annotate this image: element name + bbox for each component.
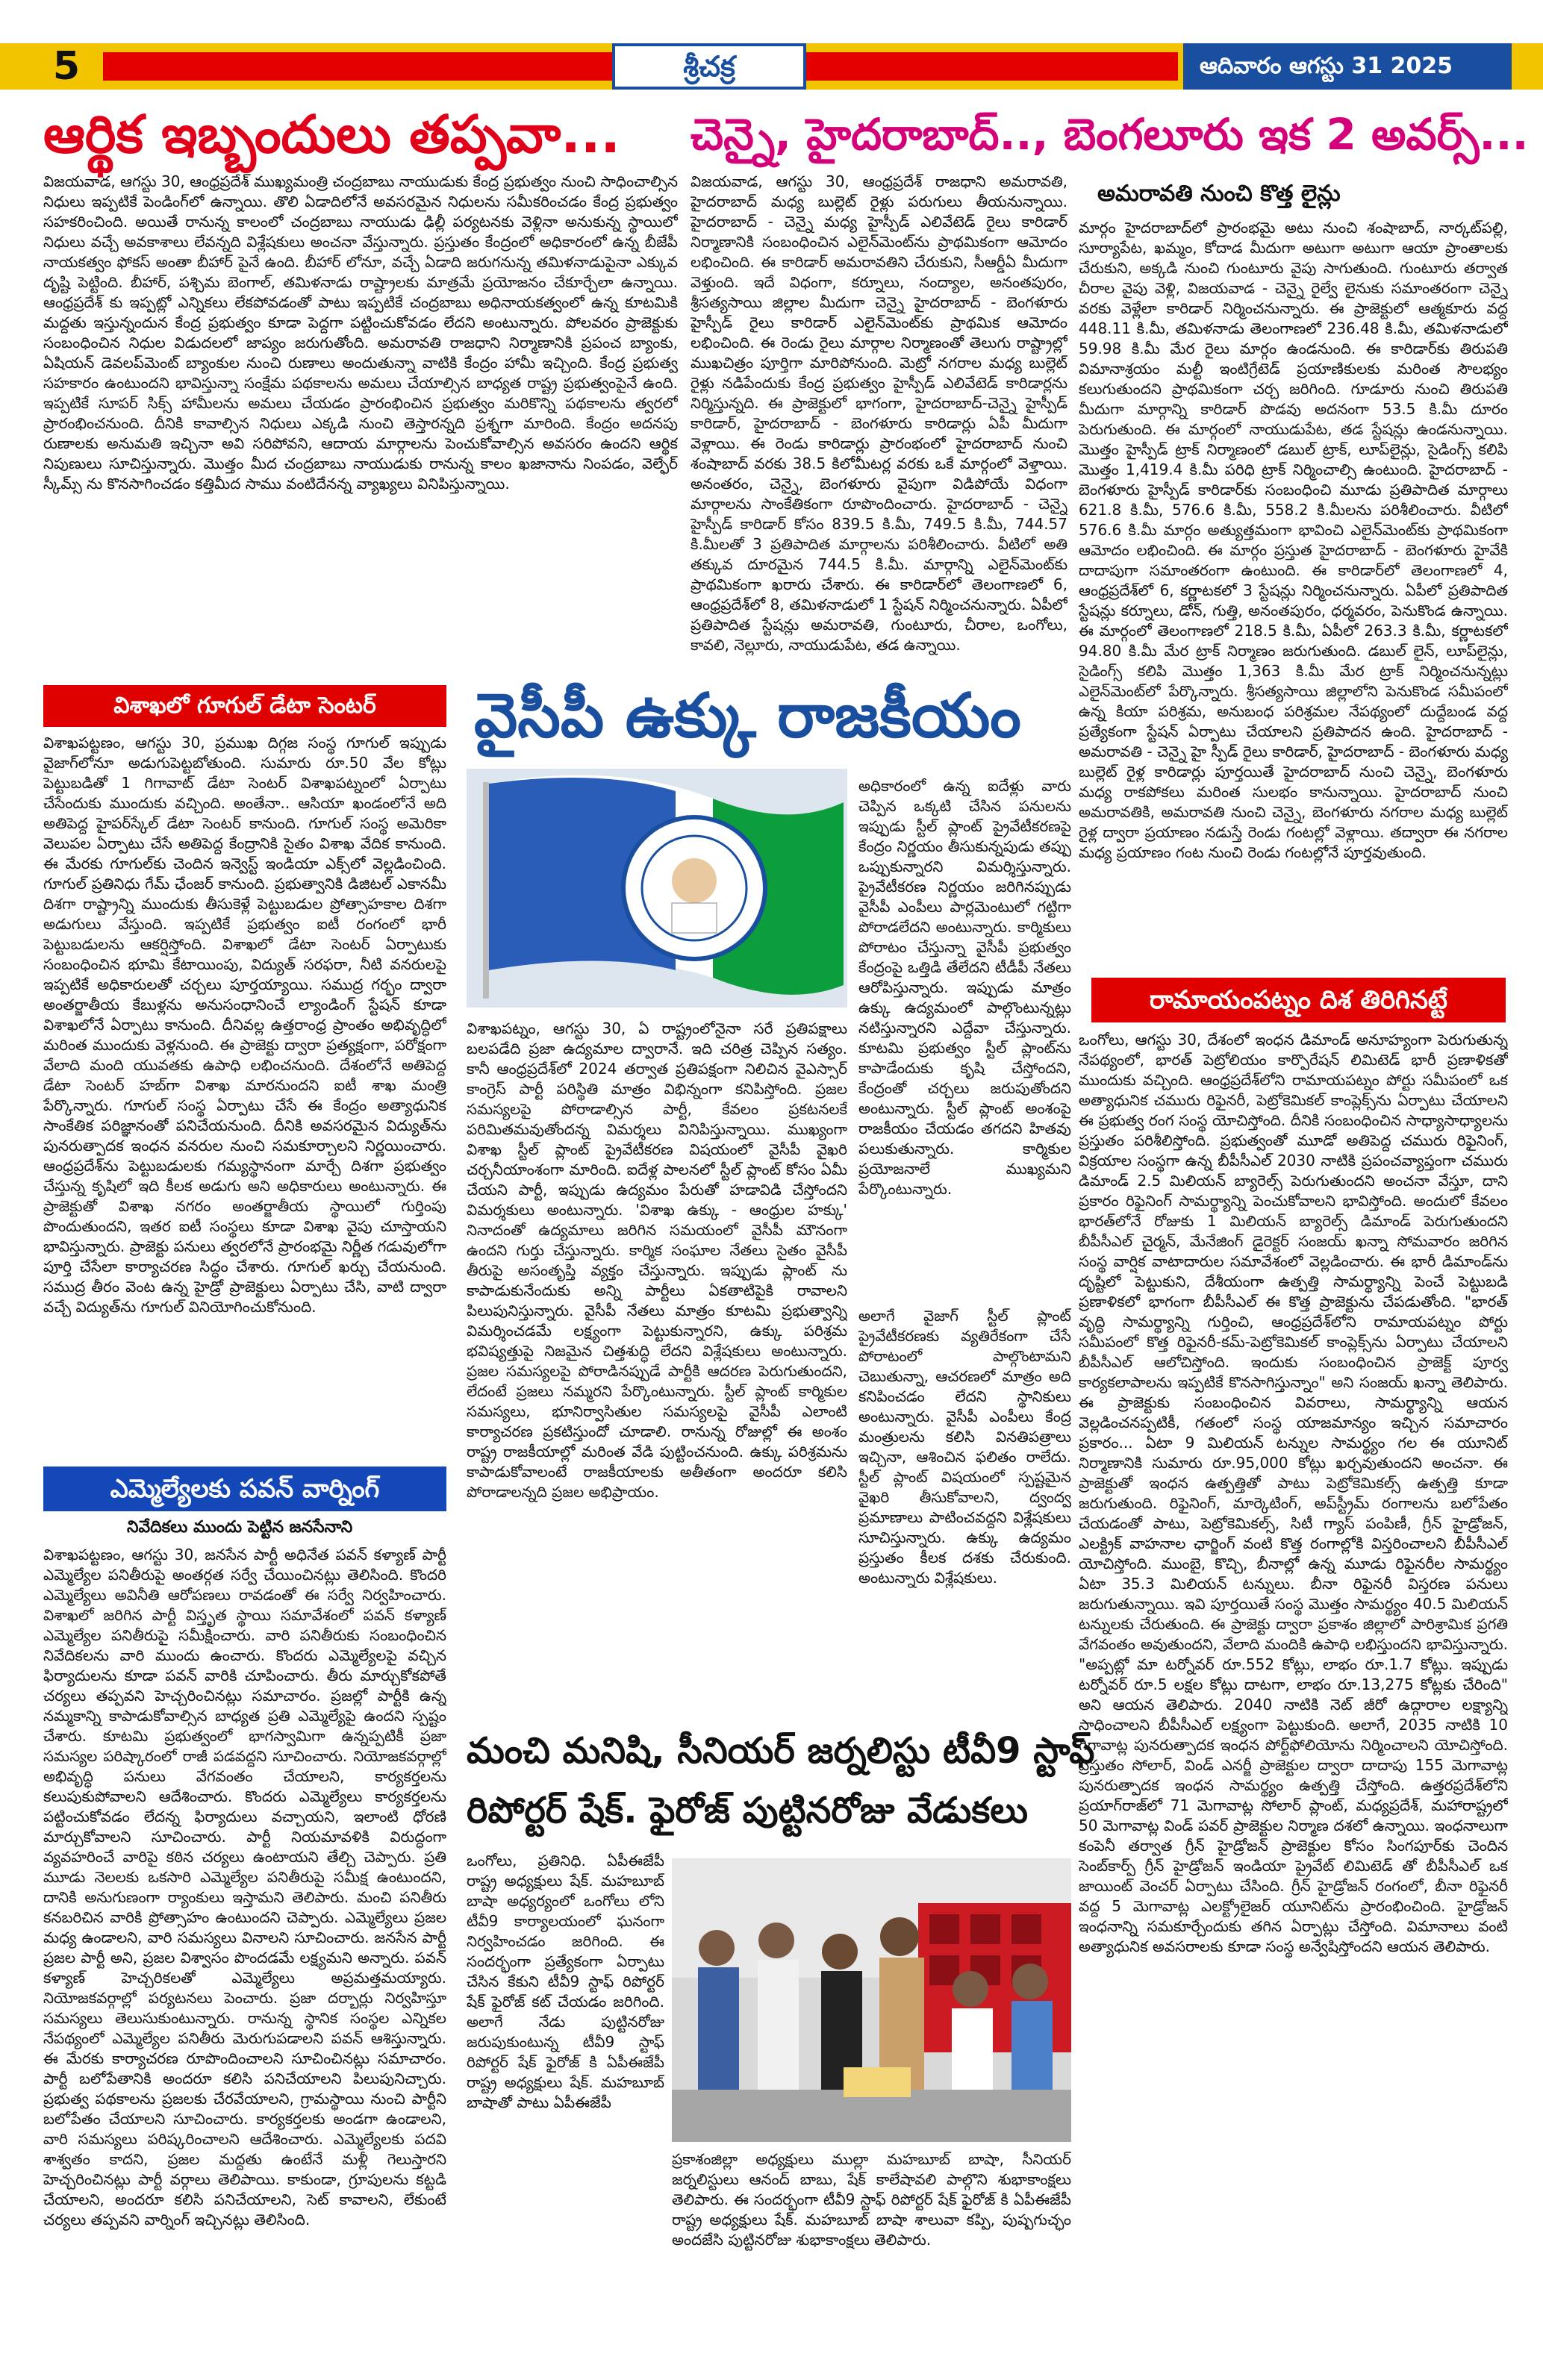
- story4-side-body: అధికారంలో ఉన్న ఐదేళ్లు వారు చెప్పిన ఒక్కటి చేసిన పనులను ఇప్పుడు స్టీల్ ప్లాంట్ ప్రైవేటీకరణపై కేంద్రం నిర్ణయం తీసుకున్నపుడు తప్పు ఒప్పుకున్నారని విమర్శిస్తున్నారు. ప్రైవేటీకరణ నిర్ణయం జరిగినప్పుడు వైసీపీ ఎంపీలు పార్లమెంటులో గట్టిగా పోరాడలేదని అంటున్నారు. కార్మికులు పోరాటం చేస్తున్నా వైసీపీ ప్రభుత్వం కేంద్రంపై ఒత్తిడి తేలేదని టీడీపీ నేతలు ఆరోపిస్తున్నారు. ఇప్పుడు మాత్రం ఉక్కు ఉద్యమంలో పాల్గొంటున్నట్లు నటిస్తున్నారని ఎద్దేవా చేస్తున్నారు. కూటమి ప్రభుత్వం స్టీల్ ప్లాంట్‌ను కాపాడేందుకు కృషి చేస్తోందని, కేంద్రంతో చర్చలు జరుపుతోందని అంటున్నారు. స్టీల్ ప్లాంట్ అంశంపై రాజకీయం చేయడం తగదని హితవు పలుకుతున్నారు. కార్మికుల ప్రయోజనాలే ముఖ్యమని పేర్కొంటున్నారు.: [858, 777, 1071, 1198]
- page-number: 5: [52, 44, 81, 89]
- story7-body: ఒంగోలు, ప్రతినిధి. ఏపీఈజేపీ రాష్ట్ర అధ్యక్షులు షేక్. మహబూబ్ బాషా అధ్యర్యంలో ఒంగోలు లోని టీవీ9 కార్యాలయంలో ఘనంగా నిర్వహించడం జరిగింది. ఈ సందర్భంగా ప్రత్యేకంగా ఏర్పాటు చేసిన కేకుని టీవీ9 స్టాఫ్ రిపోర్టర్ షేక్ ఫైరోజ్ కట్ చేయడం జరిగింది. అలాగే నేడు పుట్టినరోజు జరుపుకుంటున్న టీవీ9 స్టాఫ్ రిపోర్టర్ షేక్ ఫైరోజ్ కి ఏపీఈజేపీ రాష్ట్ర అధ్యక్షులు షేక్. మహబూబ్ బాషాతో పాటు ఏపీఈజేపీ: [467, 1852, 664, 2111]
- birthday-event-photo: [672, 1858, 1071, 2142]
- story3-headline: విశాఖలో గూగుల్ డేటా సెంటర్: [43, 685, 446, 727]
- story4-body-mid: అలాగే వైజాగ్ స్టీల్ ప్లాంట్ ప్రైవేటీకరణకు వ్యతిరేకంగా చేసే పోరాటంలో పాల్గొంటామని చెబుతున్నా, ఆచరణలో మాత్రం అది కనిపించడం లేదని స్థానికులు అంటున్నారు. వైసీపీ ఎంపీలు కేంద్ర మంత్రులను కలిసి వినతిపత్రాలు ఇచ్చినా, ఆశించిన ఫలితం రాలేదు. స్టీల్ ప్లాంట్ విషయంలో స్పష్టమైన వైఖరి తీసుకోవాలని, ద్వంద్వ ప్రమాణాలు పాటించవద్దని విశ్లేషకులు సూచిస్తున్నారు. ఉక్కు ఉద్యమం ప్రస్తుతం కీలక దశకు చేరుకుంది. అంటున్నారు విశ్లేషకులు.: [858, 1307, 1071, 1587]
- story2-body-left: విజయవాడ, ఆగస్టు 30, ఆంధ్రప్రదేశ్ రాజధాని అమరావతి, హైదరాబాద్ మధ్య బుల్లెట్ రైళ్లు పరుగులు తీయనున్నాయి. హైదరాబాద్ - చెన్నై మధ్య హైస్పీడ్ ఎలివేటెడ్ రైలు కారిడార్ నిర్మాణానికి సంబంధించిన ఎలైన్‌మెంట్‌ను ప్రాథమికంగా ఆమోదం లభించింది. ఈ కారిడార్ అమరావతిని చేరుకుని, సీఆర్డీఏ మీదుగా వెళ్తుంది. ఇదే విధంగా, కర్నూలు, నంద్యాల, అనంతపురం, శ్రీసత్యసాయి జిల్లాల మీదుగా చెన్నై హైదరాబాద్ - బెంగళూరు హైస్పీడ్ రైలు కారిడార్ ఎలైన్‌మెంట్‌కు ప్రాథమిక ఆమోదం లభించింది. ఈ రెండు రైలు మార్గాల నిర్మాణంతో తెలుగు రాష్ట్రాల్లో ముఖచిత్రం పూర్తిగా మారిపోనుంది. మెట్రో నగరాల మధ్య బుల్లెట్ రైళ్లు నడిపేందుకు కేంద్ర ప్రభుత్వం హైస్పీడ్ ఎలివేటెడ్ కారిడార్లను నిర్మిస్తున్నది. ఈ ప్రాజెక్టులో భాగంగా, హైదరాబాద్-చెన్నై హైస్పీడ్ కారిడార్, హైదరాబాద్ - బెంగళూరు కారిడార్లు ఏపీ మీదుగా వెళ్లాయి. ఈ రెండు కారిడార్లు ప్రారంభంలో హైదరాబాద్ నుంచి శంషాబాద్ వరకు 38.5 కిలోమీటర్ల వరకు ఒకే మార్గంలో వెళ్తాయి. అనంతరం, చెన్నై, బెంగళూరు వైపుగా విడిపోయే విధంగా మార్గాలను సాంకేతికంగా రూపొందించారు. హైదరాబాద్ - చెన్నై హైస్పీడ్ కారిడార్ కోసం 839.5 కి.మీ, 749.5 కి.మీ, 744.57 కి.మీలతో 3 ప్రతిపాదిత మార్గాలను పరిశీలించారు. వీటిలో అతి తక్కువ దూరమైన 744.5 కి.మీ. మార్గాన్ని ఎలైన్‌మెంట్‌కు ప్రాథమికంగా ఖరారు చేశారు. ఈ కారిడార్‌లో తెలంగాణలో 6, ఆంధ్రప్రదేశ్‌లో 8, తమిళనాడులో 1 స్టేషన్ నిర్మించనున్నారు. ఏపీలో ప్రతిపాదిత స్టేషన్లు అమరావతి, గుంటూరు, చీరాల, ఒంగోలు, కావలి, నెల్లూరు, నాయుడుపేట, తడ ఉన్నాయి.: [691, 172, 1067, 654]
- story5-subhead: నివేదికలు ముందు పెట్టిన జనసేనాని: [127, 1518, 353, 1537]
- ysrcp-flag-image: [467, 769, 847, 1008]
- story5-headline: ఎమ్మెల్యేలకు పవన్ వార్నింగ్: [43, 1467, 446, 1511]
- edition-date: ఆదివారం ఆగస్టు 31 2025: [1183, 43, 1512, 90]
- newspaper-logo: శ్రీచక్ర: [612, 43, 806, 90]
- story4-body: విశాఖపట్నం, ఆగస్టు 30, ఏ రాష్ట్రంలోనైనా సరే ప్రతిపక్షాలు బలపడేది ప్రజా ఉద్యమాల ద్వారానే. ఇది చరిత్ర చెప్పిన సత్యం. కానీ ఆంధ్రప్రదేశ్‌లో 2024 తర్వాత ప్రతిపక్షంగా నిలిచిన వైఎస్సార్ కాంగ్రెస్ పార్టీ పరిస్థితి మాత్రం విభిన్నంగా కనిపిస్తోంది. ప్రజల సమస్యలపై పోరాడాల్సిన పార్టీ, కేవలం ప్రకటనలకే పరిమితమవుతోందన్న విమర్శలు వినిపిస్తున్నాయి. ముఖ్యంగా విశాఖ స్టీల్ ప్లాంట్ ప్రైవేటీకరణ విషయంలో వైసీపీ వైఖరి చర్చనీయాంశంగా మారింది. ఐదేళ్ల పాలనలో స్టీల్ ప్లాంట్ కోసం ఏమీ చేయని పార్టీ, ఇప్పుడు ఉద్యమం పేరుతో హడావిడి చేస్తోందని విమర్శకులు అంటున్నారు. 'విశాఖ ఉక్కు - ఆంధ్రుల హక్కు' నినాదంతో ఉద్యమాలు జరిగిన సమయంలో వైసీపీ మౌనంగా ఉందని గుర్తు చేస్తున్నారు. కార్మిక సంఘాల నేతలు సైతం వైసీపీ తీరుపై అసంతృప్తి వ్యక్తం చేస్తున్నారు. ఇప్పుడు ప్లాంట్ ను కాపాడుకునేందుకు అన్ని పార్టీలు ఏకతాటిపైకి రావాలని పిలుపునిస్తున్నారు. వైసీపీ నేతలు మాత్రం కూటమి ప్రభుత్వాన్ని విమర్శించడమే లక్ష్యంగా పెట్టుకున్నారని, ఉక్కు పరిశ్రమ భవిష్యత్తుపై నిజమైన చిత్తశుద్ధి లేదని విశ్లేషకులు అంటున్నారు. ప్రజల సమస్యలపై పోరాడినప్పుడే పార్టీకి ఆదరణ పెరుగుతుందని, లేదంటే ప్రజలు నమ్మరని పేర్కొంటున్నారు. స్టీల్ ప్లాంట్ కార్మికుల సమస్యలు, భూనిర్వాసితుల సమస్యలపై వైసీపీ ఎలాంటి కార్యాచరణ ప్రకటిస్తుందో చూడాలి. రానున్న రోజుల్లో ఈ అంశం రాష్ట్ర రాజకీయాల్లో మరింత వేడి పుట్టించనుంది. ఉక్కు పరిశ్రమను కాపాడుకోవాలంటే రాజకీయాలకు అతీతంగా అందరూ కలిసి పోరాడాలన్నది ప్రజల అభిప్రాయం.: [467, 1019, 847, 1501]
- story1-headline: ఆర్థిక ఇబ్బందులు తప్పవా...: [43, 104, 621, 165]
- story5-body: విశాఖపట్టణం, ఆగస్టు 30, జనసేన పార్టీ అధినేత పవన్ కళ్యాణ్ పార్టీ ఎమ్మెల్యేల పనితీరుపై అంతర్గత సర్వే చేయించినట్లు తెలిసింది. కొందరి ఎమ్మెల్యేలు అవినీతి ఆరోపణలు రావడంతో ఈ సర్వే నిర్వహించారు. విశాఖలో జరిగిన పార్టీ విస్తృత స్థాయి సమావేశంలో పవన్ కళ్యాణ్ ఎమ్మెల్యేల పనితీరుపై సమీక్షించారు. వారి పనితీరుకు సంబంధించిన నివేదికలను వారి ముందు ఉంచారు. కొందరు ఎమ్మెల్యేలపై వచ్చిన ఫిర్యాదులను కూడా పవన్ వారికి చూపించారు. తీరు మార్చుకోకపోతే చర్యలు తప్పవని హెచ్చరించినట్లు సమాచారం. ప్రజల్లో పార్టీకి ఉన్న నమ్మకాన్ని కాపాడుకోవాల్సిన బాధ్యత ప్రతి ఎమ్మెల్యేపై ఉందని స్పష్టం చేశారు. కూటమి ప్రభుత్వంలో భాగస్వామిగా ఉన్నప్పటికీ ప్రజా సమస్యల పరిష్కారంలో రాజీ పడవద్దని సూచించారు. నియోజకవర్గాల్లో అభివృద్ధి పనులు వేగవంతం చేయాలని, కార్యకర్తలను కలుపుకుపోవాలని ఆదేశించారు. కొందరు ఎమ్మెల్యేలు కార్యకర్తలను పట్టించుకోవడం లేదన్న ఫిర్యాదులు వచ్చాయని, ఇలాంటి ధోరణి మార్చుకోవాలని సూచించారు. పార్టీ నియమావళికి విరుద్ధంగా వ్యవహరించే వారిపై కఠిన చర్యలు ఉంటాయని తేల్చి చెప్పారు. ప్రతి మూడు నెలలకు ఒకసారి ఎమ్మెల్యేల పనితీరుపై సమీక్ష ఉంటుందని, దానికి అనుగుణంగా ర్యాంకులు ఇస్తామని తెలిపారు. మంచి పనితీరు కనబరిచిన వారికి ప్రోత్సాహం ఉంటుందని చెప్పారు. ఎమ్మెల్యేలు ప్రజల మధ్య ఉండాలని, వారి సమస్యలు వినాలని సూచించారు. జనసేన పార్టీ ప్రజల పార్టీ అని, ప్రజల విశ్వాసం పొందడమే లక్ష్యమని అన్నారు. పవన్ కళ్యాణ్ హెచ్చరికలతో ఎమ్మెల్యేలు అప్రమత్తమయ్యారు. నియోజకవర్గాల్లో పర్యటనలు పెంచారు. ప్రజా దర్బార్లు నిర్వహిస్తూ సమస్యలు తెలుసుకుంటున్నారు. రానున్న స్థానిక సంస్థల ఎన్నికల నేపథ్యంలో ఎమ్మెల్యేల పనితీరు మెరుగుపడాలని పవన్ ఆశిస్తున్నారు. ఈ మేరకు కార్యాచరణ రూపొందించాలని సూచించినట్లు సమాచారం. పార్టీ బలోపేతానికి అందరూ కలిసి పనిచేయాలని పిలుపునిచ్చారు. ప్రభుత్వ పథకాలను ప్రజలకు చేరవేయాలని, గ్రామస్థాయి నుంచి పార్టీని బలోపేతం చేయాలని సూచించారు. కార్యకర్తలకు అండగా ఉండాలని, వారి సమస్యలు పరిష్కరించాలని ఆదేశించారు. ఎమ్మెల్యేలకు పదవి శాశ్వతం కాదని, ప్రజల మద్దతు ఉంటేనే మళ్లీ గెలుస్తారని హెచ్చరించినట్లు పార్టీ వర్గాలు తెలిపాయి. కాకుండా, గ్రూపులను కట్టడి చేయాలని, అందరూ కలిసి పనిచేయాలని, సెట్ కావాలని, లేకుంటే చర్యలు తప్పవని వార్నింగ్ ఇచ్చినట్లు తెలిసింది.: [43, 1546, 446, 2228]
- story7-caption: ప్రకాశంజిల్లా అధ్యక్షులు ముల్లా మహబూబ్ బాషా, సీనియర్ జర్నలిస్టులు ఆనంద్ బాబు, షేక్ కాలేషావలి పాల్గొని శుభాకాంక్షలు తెలిపారు. ఈ సందర్భంగా టీవీ9 స్టాఫ్ రిపోర్టర్ షేక్ ఫైరోజ్ కి ఏపీఈజేపీ రాష్ట్ర అధ్యక్షులు షేక్. మహబూబ్ బాషా శాలువా కప్పి, పుష్పగుచ్ఛం అందజేసి పుట్టినరోజు శుభాకాంక్షలు తెలిపారు.: [672, 2150, 1071, 2249]
- story1-body: విజయవాడ, ఆగస్టు 30, ఆంధ్రప్రదేశ్ ముఖ్యమంత్రి చంద్రబాబు నాయుడుకు కేంద్ర ప్రభుత్వం నుంచి సాధించాల్సిన నిధులు ఇప్పటికే పెండింగ్‌లో ఉన్నాయి. తొలి ఏడాదిలోనే అవసరమైన నిధులను సమీకరించడం కేంద్ర ప్రభుత్వం సహకరించింది. అయితే రానున్న కాలంలో చంద్రబాబు నాయుడు ఢిల్లీ పర్యటనకు వెళ్లినా అనుకున్న స్థాయిలో నిధులు వచ్చే అవకాశాలు లేవన్నది విశ్లేషకులు అంచనా వేస్తున్నారు. ప్రస్తుతం కేంద్రంలో అధికారంలో ఉన్న బీజేపీ నాయకత్వం ఫోకస్ అంతా బీహార్ పైనే ఉంది. బీహార్ లోనూ, వచ్చే ఏడాది జరుగనున్న తమిళనాడుపైనా ఎక్కువ దృష్టి పెట్టింది. బీహార్, పశ్చిమ బెంగాల్, తమిళనాడు రాష్ట్రాలకు మాత్రమే ప్రయోజనం చేకూర్చేలా ఉన్నాయి. ఆంధ్రప్రదేశ్ కు ఇప్పట్లో ఎన్నికలు లేకపోవడంతో పాటు ఇప్పటికే చంద్రబాబు అధినాయకత్వంలో ఉన్న కూటమికి మద్దతు ఇస్తున్నందున కేంద్ర ప్రభుత్వం కూడా పెద్దగా పట్టించుకోవడం లేదని అంటున్నారు. పోలవరం ప్రాజెక్టుకు సంబంధించిన నిధుల విడుదలలో జాప్యం జరుగుతోంది. అమరావతి రాజధాని నిర్మాణానికి ప్రపంచ బ్యాంకు, ఏషియన్ డెవలప్‌మెంట్ బ్యాంకుల నుంచి రుణాలు అందుతున్నా వాటికి కేంద్రం హామీ ఇచ్చింది. కేంద్ర ప్రభుత్వ సహకారం ఉంటుందని భావిస్తున్నా సంక్షేమ పథకాలను అమలు చేయాల్సిన బాధ్యత రాష్ట్ర ప్రభుత్వంపైనే ఉంది. ఇప్పటికే సూపర్ సిక్స్ హామీలను అమలు చేయడం ప్రారంభించిన ప్రభుత్వం మరికొన్ని పథకాలను త్వరలో ప్రారంభించనుంది. దీనికి కావాల్సిన నిధులు ఎక్కడి నుంచి తెస్తారన్నది ప్రశ్నగా మారింది. కేంద్రం అదనపు రుణాలకు అనుమతి ఇచ్చినా అవి సరిపోవని, ఆదాయ మార్గాలను పెంచుకోవాల్సిన అవసరం ఉందని ఆర్థిక నిపుణులు సూచిస్తున్నారు. మొత్తం మీద చంద్రబాబు నాయుడుకు రానున్న కాలం ఖజానాను నింపడం, వెల్ఫేర్ స్కీమ్స్ ను కొనసాగించడం కత్తిమీద సాము వంటిదేనన్న వ్యాఖ్యలు వినిపిస్తున్నాయి.: [43, 172, 678, 493]
- story2-subhead: అమరావతి నుంచి కొత్త లైన్లు: [1097, 181, 1341, 207]
- story7-headline-line2: రిపోర్టర్ షేక్. ఫైరోజ్ పుట్టినరోజు వేడుకలు: [467, 1790, 1028, 1831]
- story7-headline-line1: మంచి మనిషి, సీనియర్ జర్నలిస్టు టీవీ9 స్టాఫ్: [467, 1730, 1095, 1772]
- story6-body: ఒంగోలు, ఆగస్టు 30, దేశంలో ఇంధన డిమాండ్ అనూహ్యంగా పెరుగుతున్న నేపథ్యంలో, భారత్ పెట్రోలియం కార్పొరేషన్ లిమిటెడ్ భారీ ప్రణాళికతో ముందుకు వచ్చింది. ఆంధ్రప్రదేశ్‌లోని రామాయపట్నం పోర్టు సమీపంలో ఒక అత్యాధునిక చమురు రిఫైనరీ, పెట్రోకెమికల్ కాంప్లెక్స్‌ను ఏర్పాటు చేయాలని ఈ ప్రభుత్వ రంగ సంస్థ యోచిస్తోంది. దీనికి సంబంధించిన సాధ్యాసాధ్యాలను ప్రస్తుతం పరిశీలిస్తోంది. ప్రభుత్వంతో మూడో అతిపెద్ద చమురు రిఫైనింగ్, విక్రయాల సంస్థగా ఉన్న బీపీసీఎల్ 2030 నాటికి ప్రపంచవ్యాప్తంగా చమురు డిమాండ్ 2.5 మిలియన్ బ్యారెల్స్ పెరుగుతుందని అంచనా వేస్తూ, దాని ప్రకారం రిఫైనింగ్ సామర్థ్యాన్ని పెంచుకోవాలని భావిస్తోంది. అందులో కేవలం భారత్‌లోనే రోజుకు 1 మిలియన్ బ్యారెల్స్ డిమాండ్ పెరుగుతుందని బీపీసీఎల్ చైర్మన్, మేనేజింగ్ డైరెక్టర్ సంజయ్ ఖన్నా సోమవారం జరిగిన సంస్థ వార్షిక వాటాదారుల సమావేశంలో వెల్లడించారు. ఈ భారీ డిమాండ్‌ను దృష్టిలో పెట్టుకుని, దేశీయంగా ఉత్పత్తి సామర్థ్యాన్ని పెంచే పెట్టుబడి ప్రణాళికలో భాగంగా బీపీసీఎల్ ఈ కొత్త ప్రాజెక్టును చేపడుతోంది. "భారత్ వృద్ధి సామర్థ్యాన్ని గుర్తించి, ఆంధ్రప్రదేశ్‌లోని రామాయపట్నం పోర్టు సమీపంలో కొత్త రిఫైనరీ-కమ్-పెట్రోకెమికల్ కాంప్లెక్స్‌ను ఏర్పాటు చేయాలని బీపీసీఎల్ ఆలోచిస్తోంది. ఇందుకు సంబంధించిన ప్రాజెక్ట్ పూర్వ కార్యకలాపాలను ఇప్పటికే కొనసాగిస్తున్నాం" అని సంజయ్ ఖన్నా తెలిపారు. ఈ ప్రాజెక్టుకు సంబంధించిన వివరాలు, సామర్థ్యాన్ని ఆయన వెల్లడించనప్పటికీ, గతంలో సంస్థ యాజమాన్యం ఇచ్చిన సమాచారం ప్రకారం... ఏటా 9 మిలియన్ టన్నుల సామర్థ్యం గల ఈ యూనిట్ నిర్మాణానికి సుమారు రూ.95,000 కోట్లు ఖర్చవుతుందని అంచనా. ఈ ప్రాజెక్టుతో ఇంధన ఉత్పత్తితో పాటు పెట్రోకెమికల్స్ ఉత్పత్తి కూడా జరుగుతుంది. రిఫైనింగ్, మార్కెటింగ్, అప్‌స్ట్రీమ్ రంగాలను బలోపేతం చేయడంతో పాటు, పెట్రోకెమికల్స్, సిటీ గ్యాస్ పంపిణీ, గ్రీన్ హైడ్రోజన్, ఎలక్ట్రిక్ వాహనాల ఛార్జింగ్ వంటి కొత్త రంగాల్లోకి విస్తరించాలని బీపీసీఎల్ యోచిస్తోంది. ముంబై, కొచ్చి, బీనాల్లో ఉన్న మూడు రిఫైనరీల సామర్థ్యం ఏటా 35.3 మిలియన్ టన్నులు. బీనా రిఫైనరీ విస్తరణ పనులు జరుగుతున్నాయి. ఇవి పూర్తయితే సంస్థ మొత్తం సామర్థ్యం 40.5 మిలియన్ టన్నులకు చేరుతుంది. ఈ ప్రాజెక్టు ద్వారా ప్రకాశం జిల్లాలో పారిశ్రామిక ప్రగతి వేగవంతం అవుతుందని, వేలాది మందికి ఉపాధి లభిస్తుందని భావిస్తున్నారు. "అప్పట్లో మా టర్నోవర్ రూ.552 కోట్లు, లాభం రూ.1.7 కోట్లు. ఇప్పుడు టర్నోవర్ రూ.5 లక్షల కోట్లు దాటగా, లాభం రూ.13,275 కోట్లకు చేరింది" అని ఆయన తెలిపారు. 2040 నాటికి నెట్ జీరో ఉద్గారాల లక్ష్యాన్ని సాధించాలని బీపీసీఎల్ లక్ష్యంగా పెట్టుకుంది. అలాగే, 2035 నాటికి 10 గిగావాట్ల పునరుత్పాదక ఇంధన పోర్ట్‌ఫోలియోను నిర్మించాలని యోచిస్తోంది. ప్రస్తుతం సోలార్, విండ్ ఎనర్జీ ప్రాజెక్టుల ద్వారా దాదాపు 155 మెగావాట్ల పునరుత్పాదక ఇంధన సామర్థ్యం ఉత్పత్తి చేస్తోంది. ఉత్తరప్రదేశ్‌లోని ప్రయాగ్‌రాజ్‌లో 71 మెగావాట్ల సోలార్ ప్లాంట్, మధ్యప్రదేశ్, మహారాష్ట్రలో 50 మెగావాట్ల విండ్ పవర్ ప్రాజెక్టుల నిర్మాణ దశలో ఉన్నాయి. ఇంధనాలుగా కంపెనీ తర్వాత గ్రీన్ హైడ్రోజన్ ప్రాజెక్టుల కోసం సింగపూర్‌కు చెందిన సెంబ్‌కార్ప్ గ్రీన్ హైడ్రోజన్ ఇండియా ప్రైవేట్ లిమిటెడ్ తో బీపీసీఎల్ ఒక జాయింట్ వెంచర్ ఏర్పాటు చేసింది. గ్రీన్ హైడ్రోజన్ రంగంలో, బీనా రిఫైనరీ వద్ద 5 మెగావాట్ల ఎలక్ట్రోలైజర్ యూనిట్‌ను ప్రారంభించింది. హైడ్రోజన్ ఇంధనాన్ని సమకూర్చేందుకు తగిన ఏర్పాట్లు చేస్తోంది. విమానాలు వంటి అత్యాధునిక అవసరాలకు కూడా సంస్థ అన్వేషిస్తోందని ఆయన తెలిపారు.: [1079, 1031, 1508, 1955]
- story2-body-right: మార్గం హైదరాబాద్‌లో ప్రారంభమై అటు నుంచి శంషాబాద్, నార్కట్‌పల్లి, సూర్యాపేట, ఖమ్మం, కోదాడ మీదుగా అటుగా అటుగా ఆయా ప్రాంతాలకు చేరుకుని, అక్కడి నుంచి గుంటూరు వైపు సాగుతుంది. గుంటూరు తర్వాత చీరాల వైపు వెళ్లి, విజయవాడ - చెన్నై రైల్వే లైనుకు సమాంతరంగా చెన్నై వరకు వెళ్లేలా కారిడార్ నిర్మించనున్నారు. ఈ ప్రాజెక్టులో ఆత్మకూరు వద్ద 448.11 కి.మీ, తమిళనాడు తెలంగాణలో 236.48 కి.మీ, తమిళనాడులో 59.98 కి.మీ మేర రైలు మార్గం ఉండనుంది. ఈ కారిడార్‌కు తిరుపతి విమానాశ్రయం మల్టీ ఇంటిగ్రేటెడ్ ప్రయాణికులకు మరింత సౌలభ్యం కలుగుతుందని ప్రాథమికంగా చర్చ జరిగింది. గూడూరు నుంచి తిరుపతి మీదుగా మార్గాన్ని కారిడార్ పొడవు అదనంగా 53.5 కి.మీ దూరం పెరుగుతుంది. ఈ మార్గంలో నాయుడుపేట, తడ స్టేషన్లు ఉండనున్నాయి. మొత్తం హైస్పీడ్ ట్రాక్ నిర్మాణంలో డబుల్ ట్రాక్, లూప్‌లైన్లు, సైడింగ్స్ కలిపి మొత్తం 1,419.4 కి.మీ పరిధి ట్రాక్ నిర్మించాల్సి ఉంటుంది. హైదరాబాద్ - బెంగళూరు హైస్పీడ్ కారిడార్‌కు సంబంధించి మూడు ప్రతిపాదిత మార్గాలు 621.8 కి.మీ, 576.6 కి.మీ, 558.2 కి.మీలను పరిశీలించారు. వీటిలో 576.6 కి.మీ మార్గం అత్యుత్తమంగా భావించి ఎలైన్‌మెంట్‌కు ప్రాథమికంగా ఆమోదం లభించింది. ఈ మార్గం ప్రస్తుత హైదరాబాద్ - బెంగళూరు హైవేకి దాదాపుగా సమాంతరంగా ఉంటుంది. ఈ కారిడార్‌లో తెలంగాణలో 4, ఆంధ్రప్రదేశ్‌లో 6, కర్ణాటకలో 3 స్టేషన్లు నిర్మించనున్నారు. ఏపీలో ప్రతిపాదిత స్టేషన్లు కర్నూలు, డోన్, గుత్తి, అనంతపురం, ధర్మవరం, పెనుకొండ ఉన్నాయి. ఈ మార్గంలో తెలంగాణలో 218.5 కి.మీ, ఏపీలో 263.3 కి.మీ, కర్ణాటకలో 94.80 కి.మీ మేర ట్రాక్ నిర్మాణం జరుగుతుంది. డబుల్ లైన్, లూప్‌లైన్లు, సైడింగ్స్ కలిపి మొత్తం 1,363 కి.మీ మేర ట్రాక్ నిర్మించనున్నట్లు ఎలైన్‌మెంట్‌లో పేర్కొన్నారు. శ్రీసత్యసాయి జిల్లాలోని పెనుకొండ సమీపంలో ఉన్న కియా పరిశ్రమ, అనుబంధ పరిశ్రమల నేపథ్యంలో దుద్దేబండ వద్ద ప్రత్యేకంగా స్టేషన్ ఏర్పాటు చేయాలని ప్రతిపాదన ఉంది. హైదరాబాద్ - అమరావతి - చెన్నై హై స్పీడ్ రైలు కారిడార్, హైదరాబాద్ - బెంగళూరు మధ్య బుల్లెట్ రైళ్ల కారిడార్లు పూర్తయితే హైదరాబాద్ నుంచి చెన్నై, బెంగళూరు మధ్య రాకపోకలు మరింత సులభం కానున్నాయి. హైదరాబాద్ నుంచి అమరావతికి, అమరావతి నుంచి చెన్నై, బెంగళూరు నగరాల మధ్య బుల్లెట్ రైళ్ల ద్వారా ప్రయాణం నడుస్తే రెండు గంటల్లో వెళ్లాయి. తద్వారా ఈ నగరాల మధ్య ప్రయాణం గంట నుంచి రెండు గంటల్లోనే పూర్తవుతుంది.: [1079, 219, 1508, 861]
- story3-body: విశాఖపట్టణం, ఆగస్టు 30, ప్రముఖ దిగ్గజ సంస్థ గూగుల్ ఇప్పుడు వైజాగ్‌లోనూ అడుగుపెట్టబోతుంది. సుమారు రూ.50 వేల కోట్లు పెట్టుబడితో 1 గిగావాట్ డేటా సెంటర్ విశాఖపట్నంలో ఏర్పాటు చేసేందుకు ముందుకు వచ్చింది. అంతేనా.. ఆసియా ఖండంలోనే అది అతిపెద్ద హైపర్‌స్కేల్ డేటా సెంటర్ కానుంది. గూగుల్ సంస్థ అమెరికా వెలుపల ఏర్పాటు చేసే అతిపెద్ద కేంద్రానికి సైతం విశాఖ వేదిక కానుంది. ఈ మేరకు గూగుల్‌కు చెందిన ఇన్వెస్ట్ ఇండియా ఎక్స్‌లో వెల్లడించింది. గూగుల్ ప్రతినిధు గేమ్ ఛేంజర్ కానుంది. ప్రభుత్వానికి డిజిటల్ ఎకానమీ దిశగా రాష్ట్రాన్ని ముందుకు తీసుకెళ్లే పెట్టుబడుల ప్రోత్సాహకాల దిశగా అడుగులు వేస్తుంది. ఇప్పటికే ప్రభుత్వం ఐటీ రంగంలో భారీ పెట్టుబడులను ఆకర్షిస్తోంది. విశాఖలో డేటా సెంటర్ ఏర్పాటుకు సంబంధించిన భూమి కేటాయింపు, విద్యుత్ సరఫరా, నీటి వనరులపై ఇప్పటికే అధికారులతో చర్చలు పూర్తయ్యాయి. సముద్ర గర్భం ద్వారా అంతర్జాతీయ కేబుళ్లను అనుసంధానించే ల్యాండింగ్ స్టేషన్ కూడా విశాఖలోనే ఏర్పాటు కానుంది. దీనివల్ల ఉత్తరాంధ్ర ప్రాంతం అభివృద్ధిలో మరింత ముందుకు వెళ్లనుంది. ఈ ప్రాజెక్టు ద్వారా ప్రత్యక్షంగా, పరోక్షంగా వేలాది మంది యువతకు ఉపాధి లభించనుంది. దేశంలోనే అతిపెద్ద డేటా సెంటర్ హబ్‌గా విశాఖ మారనుందని ఐటీ శాఖ మంత్రి పేర్కొన్నారు. గూగుల్ సంస్థ ఏర్పాటు చేసే ఈ కేంద్రం అత్యాధునిక సాంకేతిక పరిజ్ఞానంతో పనిచేయనుంది. దీనికి అవసరమైన విద్యుత్‌ను పునరుత్పాదక ఇంధన వనరుల నుంచి సమకూర్చాలని నిర్ణయించారు. ఆంధ్రప్రదేశ్‌ను పెట్టుబడులకు గమ్యస్థానంగా మార్చే దిశగా ప్రభుత్వం చేస్తున్న కృషిలో ఇది కీలక అడుగు అని అధికారులు అంటున్నారు. ఈ ప్రాజెక్టుతో విశాఖ నగరం అంతర్జాతీయ స్థాయిలో గుర్తింపు పొందుతుందని, ఇతర ఐటీ సంస్థలు కూడా విశాఖ వైపు చూస్తాయని భావిస్తున్నారు. ప్రాజెక్టు పనులు త్వరలోనే ప్రారంభమై నిర్ణీత గడువులోగా పూర్తి చేసేలా కార్యాచరణ సిద్ధం చేశారు. గూగుల్ ఖర్చు చేయనుంది. సముద్ర తీరం వెంట ఉన్న హైడ్రో ప్రాజెక్టులు ఏర్పాటు చేసి, వాటి ద్వారా వచ్చే విద్యుత్‌ను గూగుల్ వినియోగించుకోనుంది.: [43, 734, 446, 1316]
- story4-headline: వైసీపీ ఉక్కు రాజకీయం: [474, 681, 1021, 752]
- story6-headline: రామాయంపట్నం దిశ తిరిగినట్టే: [1091, 978, 1506, 1022]
- story2-headline: చెన్నై, హైదరాబాద్.., బెంగలూరు ఇక 2 అవర్స్...: [691, 109, 1529, 160]
